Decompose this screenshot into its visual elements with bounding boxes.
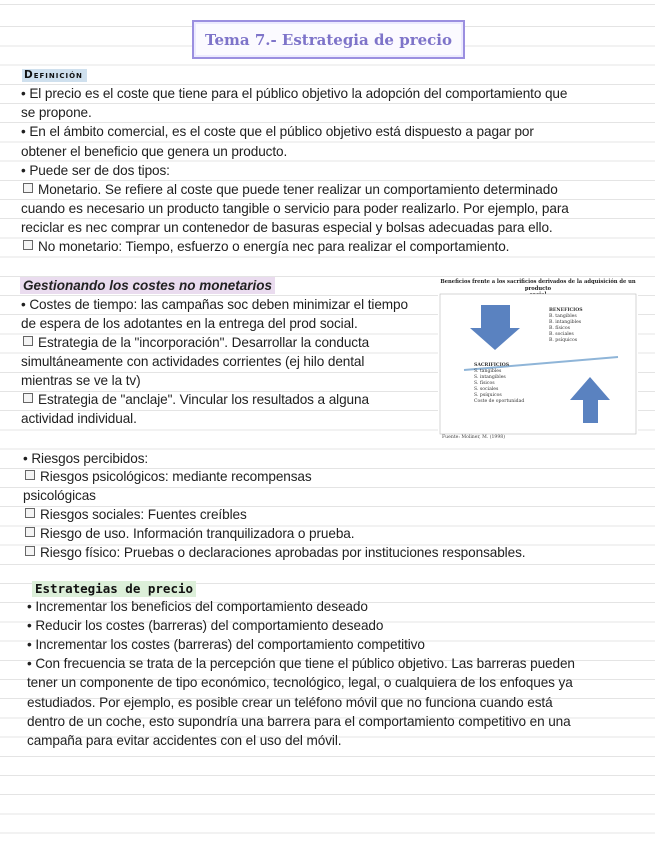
figure-source: Fuente: Moliner, M. (1998)	[442, 435, 505, 440]
paragraph-line: • Riesgos percibidos:	[23, 451, 149, 466]
paragraph-line: • El precio es el coste que tiene para el público objetivo la adopción del comportamiento que	[21, 86, 568, 101]
paragraph-line: estudiados. Por ejemplo, es posible crear un teléfono móvil que no funciona cuando está	[27, 695, 553, 710]
checkbox-square-icon	[23, 336, 33, 346]
sacrifice-item: Coste de oportunidad	[474, 399, 525, 404]
checkbox-square-icon	[25, 546, 35, 556]
benefit-item: B. sociales	[549, 332, 574, 337]
list-item: No monetario: Tiempo, esfuerzo o energía nec para realizar el comportamiento.	[21, 237, 509, 256]
list-item: Estrategia de "anclaje". Vincular los resultados a alguna	[21, 390, 369, 409]
paragraph-line: • Costes de tiempo: las campañas soc deben minimizar el tiempo	[21, 297, 408, 312]
figure-diagram	[438, 293, 638, 443]
paragraph-line: reciclar es nec comprar un contenedor de basuras especial y bolsas adecuadas para ello.	[21, 220, 553, 235]
sacrifice-item: S. tangibles	[474, 369, 502, 374]
checkbox-square-icon	[25, 470, 35, 480]
list-item: Monetario. Se refiere al coste que puede tener realizar un comportamiento determinado	[21, 180, 558, 199]
paragraph-line: psicológicas	[23, 488, 96, 503]
paragraph-line: actividad individual.	[21, 411, 137, 426]
paragraph-line: tener un componente de tipo económico, tecnológico, legal, o cualquiera de los enfoques ya	[27, 675, 573, 690]
section-heading-estrategias: Estrategias de precio	[32, 581, 196, 597]
paragraph-line: cuando es necesario un producto tangible o servicio para poder realizarlo. Por ejemplo, para	[21, 201, 569, 216]
sacrifices-list	[474, 363, 524, 405]
benefit-item: B. psíquicos	[549, 338, 578, 343]
paragraph-line: • Incrementar los costes (barreras) del comportamiento competitivo	[27, 637, 425, 652]
benefit-item: B. tangibles	[549, 314, 577, 319]
benefit-item: B. físicos	[549, 326, 570, 331]
sacrifice-item: S. intangibles	[474, 375, 506, 380]
checkbox-square-icon	[23, 393, 33, 403]
benefits-list	[549, 308, 583, 344]
list-item: Riesgos psicológicos: mediante recompensas	[23, 467, 312, 486]
paragraph-line: • Reducir los costes (barreras) del comportamiento deseado	[27, 618, 384, 633]
checkbox-square-icon	[25, 508, 35, 518]
section-heading-gestionando: Gestionando los costes no monetarios	[20, 277, 275, 294]
benefits-vs-sacrifices-figure	[438, 278, 638, 443]
paragraph-line: se propone.	[21, 105, 92, 120]
sacrifices-heading: SACRIFICIOS	[474, 363, 510, 368]
paragraph-line: dentro de un coche, esto supondría una barrera para el comportamiento competitivo en una	[27, 714, 571, 729]
paragraph-line: • En el ámbito comercial, es el coste que el público objetivo está dispuesto a pagar por	[21, 124, 534, 139]
checkbox-square-icon	[23, 183, 33, 193]
paragraph-line: campaña para evitar accidentes con el uso del móvil.	[27, 733, 342, 748]
page-title: Tema 7.- Estrategia de precio	[192, 20, 465, 59]
sacrifice-item: S. físicos	[474, 381, 495, 386]
benefits-heading: BENEFICIOS	[549, 308, 583, 313]
list-item: Riesgos sociales: Fuentes creíbles	[23, 505, 247, 524]
paragraph-line: mientras se ve la tv)	[21, 373, 141, 388]
paragraph-line: simultáneamente con actividades corrientes (ej hilo dental	[21, 354, 365, 369]
paragraph-line: de espera de los adotantes en la entrega del prod social.	[21, 316, 358, 331]
list-item: Riesgo de uso. Información tranquilizadora o prueba.	[23, 524, 354, 543]
sacrifice-item: S. psíquicos	[474, 393, 502, 398]
benefit-item: B. intangibles	[549, 320, 582, 325]
paragraph-line: • Incrementar los beneficios del comportamiento deseado	[27, 599, 368, 614]
figure-title: Beneficios frente a los sacrificios derivados de la adquisición de un producto	[440, 279, 636, 292]
paragraph-line: obtener el beneficio que genera un producto.	[21, 144, 288, 159]
section-heading-definicion: Definición	[22, 69, 87, 82]
checkbox-square-icon	[25, 527, 35, 537]
paragraph-line: • Puede ser de dos tipos:	[21, 163, 170, 178]
checkbox-square-icon	[23, 240, 33, 250]
sacrifice-item: S. sociales	[474, 387, 499, 392]
list-item: Riesgo físico: Pruebas o declaraciones aprobadas por instituciones responsables.	[23, 543, 525, 562]
list-item: Estrategia de la "incorporación". Desarrollar la conducta	[21, 333, 369, 352]
paragraph-line: • Con frecuencia se trata de la percepción que tiene el público objetivo. Las barreras pueden	[27, 656, 575, 671]
